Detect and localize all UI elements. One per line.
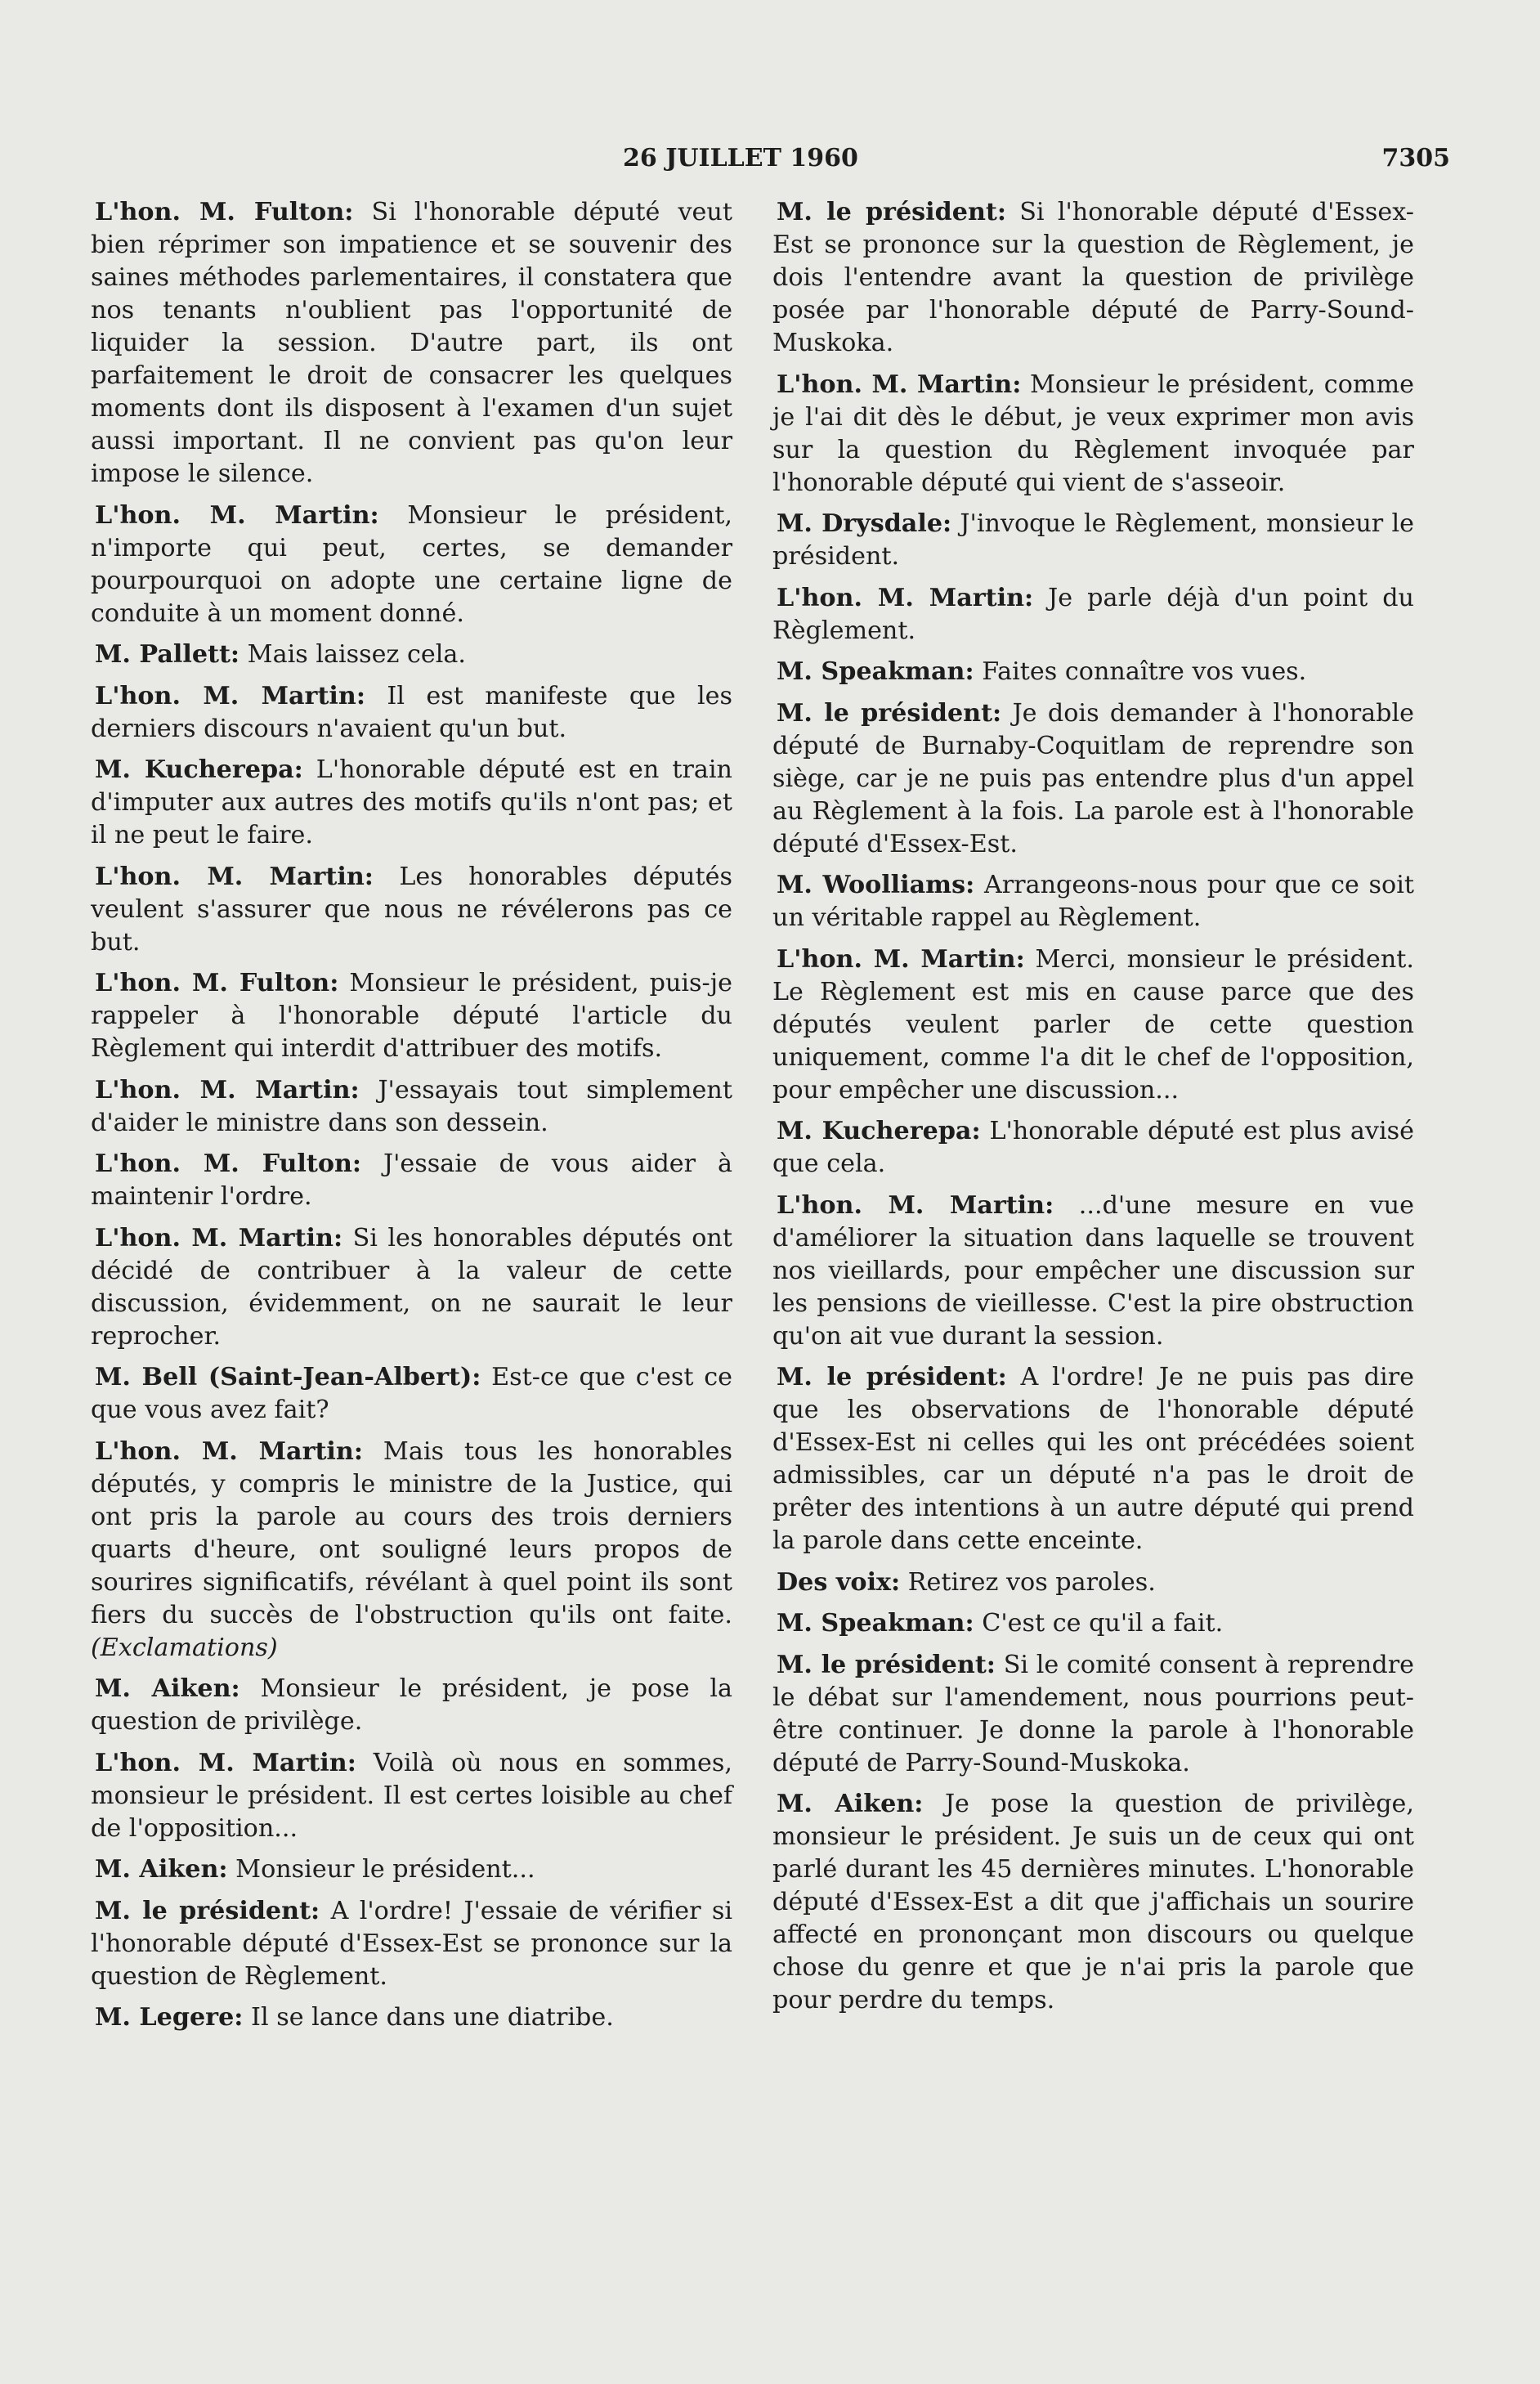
speech-text: Mais laissez cela. (247, 640, 466, 669)
speech-text: Si l'honorable député veut bien réprimer son impatience et se souvenir des saines méthodes parlementaires, il constatera que nos tenants n'oublient pas l'opportunité de liquider la session. D'autre part, ils ont parfaitement le droit de consacrer les quelques moments dont ils disposent à l'examen d'un sujet aussi important. Il ne convient pas qu'on leur impose le silence. (91, 198, 732, 488)
speaker-name: L'hon. M. Martin: (95, 1436, 363, 1466)
speech-text: J'essaie de vous aider à maintenir l'ordre. (91, 1149, 732, 1211)
speaker-name: M. le président: (777, 198, 1006, 226)
speech-paragraph (91, 1074, 732, 1140)
interjection-note: (Exclamations) (91, 1633, 278, 1662)
speech-text: ...d'une mesure en vue d'améliorer la situation dans laquelle se trouvent nos vieillards, pour empêcher une discussion sur les pensions de vieillesse. C'est la pire obstruction qu'on ait vue durant la session. (772, 1190, 1414, 1351)
speech-paragraph (772, 1607, 1414, 1640)
speaker-name: L'hon. M. Martin: (777, 583, 1034, 612)
speaker-name: L'hon. M. Martin: (95, 1075, 360, 1105)
speaker-name: L'hon. M. Martin: (95, 1748, 356, 1777)
speaker-name: L'hon. M. Fulton: (95, 969, 339, 997)
speech-paragraph (91, 500, 732, 630)
speech-text: Est-ce que c'est ce que vous avez fait? (91, 1363, 732, 1424)
speech-text: C'est ce qu'il a fait. (982, 1609, 1224, 1638)
speaker-name: Des voix: (777, 1567, 901, 1597)
speech-text: Faites connaître vos vues. (982, 657, 1307, 686)
speech-text: Je dois demander à l'honorable député de Burnaby-Coquitlam de reprendre son siège, car je ne puis pas entendre plus d'un appel au Règlement à la fois. La parole est à l'honorable député d'Essex-Est. (772, 698, 1414, 858)
speaker-name: M. le président: (777, 1363, 1007, 1391)
speech-paragraph (772, 1361, 1414, 1557)
speaker-name: L'hon. M. Martin: (777, 370, 1022, 399)
speech-paragraph (91, 639, 732, 671)
speaker-name: L'hon. M. Martin: (95, 500, 379, 530)
page-number: 7305 (1381, 144, 1450, 173)
speech-paragraph (91, 1222, 732, 1353)
speech-text: Arrangeons-nous pour que ce soit un véritable rappel au Règlement. (772, 871, 1414, 932)
page-header (90, 144, 1450, 180)
speech-paragraph (772, 196, 1414, 360)
speaker-name: M. le président: (95, 1896, 320, 1925)
speaker-name: M. Aiken: (95, 1855, 228, 1884)
speech-text: Monsieur le président... (235, 1855, 535, 1884)
speech-paragraph (91, 196, 732, 491)
speech-text: Si les honorables députés ont décidé de contribuer à la valeur de cette discussion, évidemment, on ne saurait le leur reprocher. (91, 1223, 732, 1351)
speaker-name: M. Legere: (95, 2003, 244, 2032)
speech-paragraph (91, 861, 732, 959)
speaker-name: L'hon. M. Fulton: (95, 1149, 362, 1178)
speech-paragraph (772, 369, 1414, 500)
speech-paragraph (91, 2001, 732, 2034)
speech-text: J'invoque le Règlement, monsieur le président. (772, 509, 1414, 571)
speech-paragraph (91, 754, 732, 852)
speaker-name: M. le président: (777, 698, 1002, 728)
speech-paragraph (91, 1673, 732, 1738)
speaker-name: M. Speakman: (777, 1609, 974, 1638)
speaker-name: M. Aiken: (777, 1790, 924, 1818)
speech-paragraph (772, 1115, 1414, 1181)
speaker-name: M. Drysdale: (777, 509, 952, 538)
speaker-name: L'hon. M. Martin: (95, 1223, 343, 1252)
speech-text: Les honorables députés veulent s'assurer que nous ne révélerons pas ce but. (91, 862, 732, 957)
speech-paragraph (772, 1649, 1414, 1780)
speech-text: Voilà où nous en sommes, monsieur le président. Il est certes loisible au chef de l'opposition... (91, 1748, 732, 1843)
speech-paragraph (772, 1190, 1414, 1353)
speech-text: Retirez vos paroles. (907, 1567, 1156, 1597)
speaker-name: L'hon. M. Martin: (95, 862, 374, 891)
speech-text: Si le comité consent à reprendre le débat sur l'amendement, nous pourrions peut-être continuer. Je donne la parole à l'honorable député de Parry-Sound-Muskoka. (772, 1650, 1414, 1777)
speech-paragraph (91, 680, 732, 746)
speech-text: A l'ordre! J'essaie de vérifier si l'honorable député d'Essex-Est se prononce sur la question de Règlement. (91, 1896, 733, 1991)
speech-paragraph (91, 1895, 732, 1993)
speaker-name: L'hon. M. Martin: (777, 944, 1025, 974)
speech-text: Il se lance dans une diatribe. (251, 2003, 614, 2032)
speech-paragraph (91, 1361, 732, 1427)
speech-text: Si l'honorable député d'Essex-Est se prononce sur la question de Règlement, je dois l'entendre avant la question de privilège posée par l'honorable député de Parry-Sound-Muskoka. (772, 198, 1414, 357)
speech-text: A l'ordre! Je ne puis pas dire que les observations de l'honorable député d'Essex-Est ni celles qui les ont précédées soient admissibles, car un député n'a pas le droit de prêter des intentions à un autre député qui prend la parole dans cette enceinte. (772, 1363, 1414, 1555)
speech-paragraph (772, 1788, 1414, 2017)
speech-paragraph (772, 508, 1414, 573)
right-column (772, 196, 1414, 2026)
speech-text: Merci, monsieur le président. Le Règlement est mis en cause parce que des députés veulent parler de cette question uniquement, comme l'a dit le chef de l'opposition, pour empêcher une discussion... (772, 944, 1414, 1105)
speech-paragraph (91, 1148, 732, 1213)
speech-text: L'honorable député est en train d'imputer aux autres des motifs qu'ils n'ont pas; et il ne peut le faire. (91, 755, 732, 849)
speech-text: Monsieur le président, n'importe qui peut, certes, se demander pourpourquoi on adopte une certaine ligne de conduite à un moment donné. (91, 500, 732, 628)
speech-paragraph (91, 1436, 732, 1665)
speaker-name: L'hon. M. Martin: (777, 1190, 1054, 1220)
speaker-name: M. Pallett: (95, 640, 240, 669)
speech-paragraph (772, 656, 1414, 688)
speaker-name: M. Kucherepa: (777, 1117, 981, 1145)
speaker-name: M. Aiken: (95, 1674, 240, 1703)
speech-paragraph (772, 1566, 1414, 1599)
speech-text: Je pose la question de privilège, monsieur le président. Je suis un de ceux qui ont parlé durant les 45 dernières minutes. L'honorable député d'Essex-Est a dit que j'affichais un sourire affecté en prononçant mon discours ou quelque chose du genre et que je n'ai pris la parole que pour perdre du temps. (772, 1790, 1414, 2014)
speech-text: Il est manifeste que les derniers discours n'avaient qu'un but. (91, 681, 732, 743)
speaker-name: M. Woolliams: (777, 871, 975, 899)
speaker-name: L'hon. M. Martin: (95, 681, 365, 710)
speaker-name: M. Bell (Saint-Jean-Albert): (95, 1363, 481, 1391)
speech-text: L'honorable député est plus avisé que cela. (772, 1117, 1414, 1178)
speech-paragraph (772, 697, 1414, 861)
speech-text: Mais tous les honorables députés, y compris le ministre de la Justice, qui ont pris la parole au cours des trois derniers quarts d'heure, ont souligné leurs propos de sourires significatifs, révélant à quel point ils sont fiers du succès de l'obstruction qu'ils ont faite. (91, 1436, 732, 1629)
speaker-name: M. Kucherepa: (95, 755, 303, 784)
speech-paragraph (772, 943, 1414, 1107)
speaker-name: L'hon. M. Fulton: (95, 198, 354, 226)
speech-paragraph (772, 869, 1414, 934)
speaker-name: M. Speakman: (777, 657, 974, 686)
page-date: 26 JUILLET 1960 (623, 144, 858, 173)
speech-text: Je parle déjà d'un point du Règlement. (772, 583, 1414, 645)
left-column (91, 196, 732, 2043)
speech-paragraph (91, 967, 732, 1065)
speaker-name: M. le président: (777, 1650, 996, 1679)
speech-text: Monsieur le président, puis-je rappeler à l'honorable député l'article du Règlement qui interdit d'attribuer des motifs. (91, 969, 732, 1063)
speech-text: J'essayais tout simplement d'aider le ministre dans son dessein. (91, 1075, 732, 1137)
speech-paragraph (91, 1747, 732, 1845)
speech-paragraph (772, 582, 1414, 648)
speech-text: Monsieur le président, comme je l'ai dit dès le début, je veux exprimer mon avis sur la question du Règlement invoquée par l'honorable député qui vient de s'asseoir. (772, 370, 1414, 497)
speech-text: Monsieur le président, je pose la question de privilège. (91, 1674, 732, 1736)
speech-paragraph (91, 1853, 732, 1886)
